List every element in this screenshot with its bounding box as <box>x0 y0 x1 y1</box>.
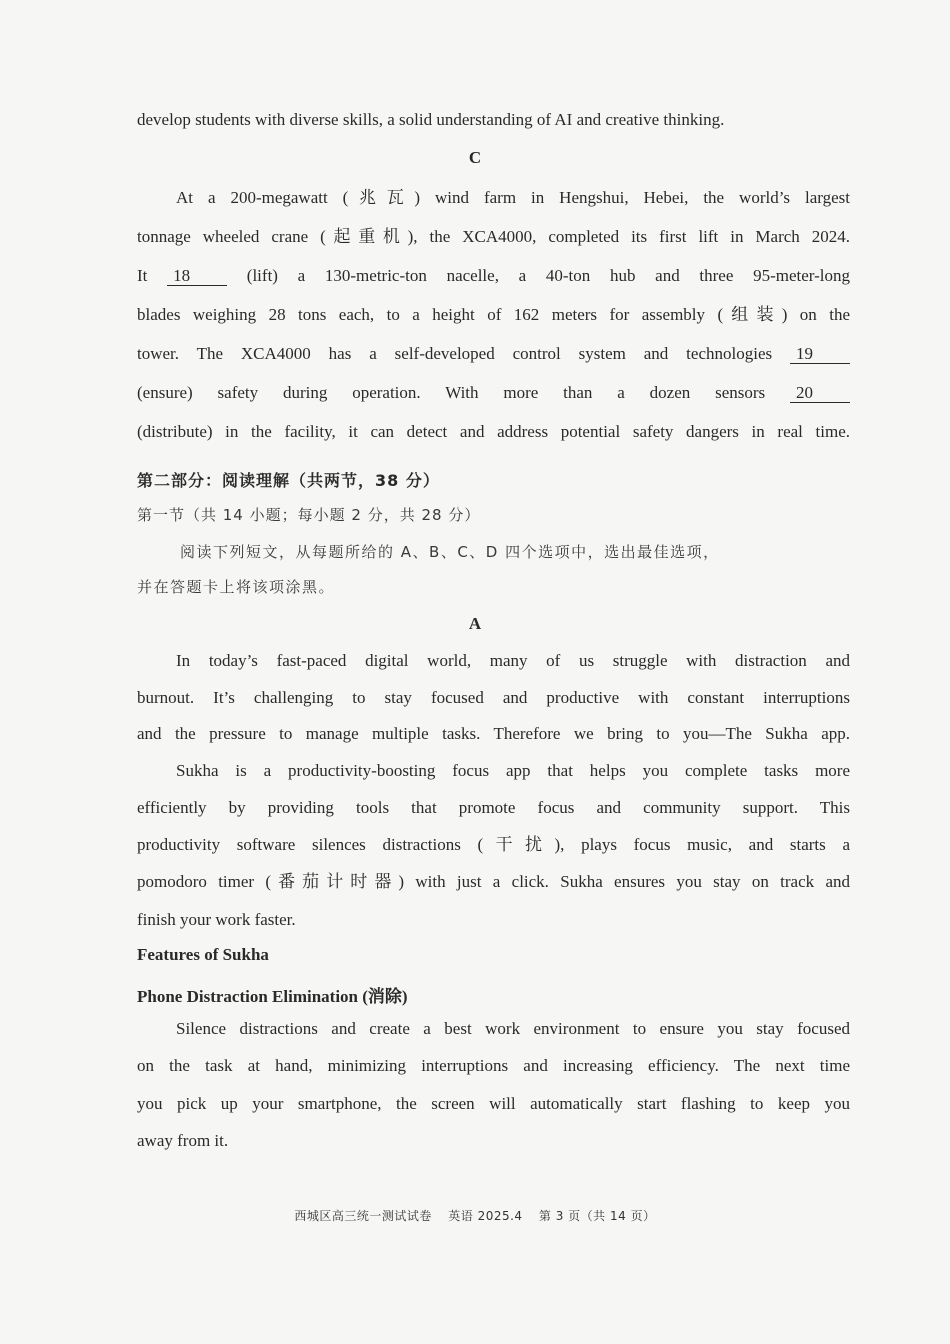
page-footer <box>0 1207 950 1224</box>
section-c-line-5-start: tower. The XCA4000 has a self-developed control system and technologies <box>137 344 773 363</box>
part2-heading: 第二部分：阅读理解（共两节，38 分） <box>137 471 440 490</box>
passage-a-p3-line-2: on the task at hand, minimizing interruptions and increasing efficiency. The next time <box>137 1056 850 1075</box>
blank-18[interactable]: 18 <box>167 267 227 286</box>
footer-exam-name: 西城区高三统一测试试卷 <box>294 1209 432 1223</box>
passage-a-p2-line-3: productivity software silences distractions (干扰), plays focus music, and starts a <box>137 835 850 854</box>
features-heading: Features of Sukha <box>137 945 269 964</box>
section-c-line-3-end: (lift) a 130-metric-ton nacelle, a 40-ton hub and three 95-meter-long <box>246 266 850 285</box>
section-c-line-3-start: It <box>137 266 148 285</box>
part2-instruction-1: 阅读下列短文，从每题所给的 A、B、C、D 四个选项中，选出最佳选项， <box>180 543 720 561</box>
part2-section1-heading: 第一节（共 14 小题；每小题 2 分，共 28 分） <box>137 506 481 524</box>
passage-a-p1-line-2: burnout. It’s challenging to stay focused and productive with constant interruptions <box>137 688 850 707</box>
footer-page-number: 第 3 页（共 14 页） <box>538 1209 656 1223</box>
passage-a-p3-line-4: away from it. <box>137 1131 229 1150</box>
passage-a-p3-line-3: you pick up your smartphone, the screen will automatically start flashing to keep you <box>137 1094 850 1113</box>
section-c-line-1: At a 200-megawatt (兆瓦) wind farm in Hengshui, Hebei, the world’s largest <box>176 188 850 207</box>
passage-a-p2-line-5: finish your work faster. <box>137 910 296 929</box>
passage-a-p3-line-1: Silence distractions and create a best work environment to ensure you stay focused <box>176 1019 850 1038</box>
section-c-line-3 <box>137 264 850 288</box>
section-c-line-6-start: (ensure) safety during operation. With more than a dozen sensors <box>137 383 766 402</box>
prev-section-last-line: develop students with diverse skills, a solid understanding of AI and creative thinking. <box>137 110 725 129</box>
section-c-line-4: blades weighing 28 tons each, to a height of 162 meters for assembly (组装) on the <box>137 305 850 324</box>
footer-subject: 英语 2025.4 <box>448 1209 523 1223</box>
section-c-line-2: tonnage wheeled crane (起重机), the XCA4000, completed its first lift in March 2024. <box>137 227 850 246</box>
passage-a-label: A <box>468 614 482 633</box>
passage-a-p2-line-1: Sukha is a productivity-boosting focus app that helps you complete tasks more <box>176 761 850 780</box>
section-c-line-6 <box>137 381 850 405</box>
feature-1-heading: Phone Distraction Elimination (消除) <box>137 987 408 1006</box>
passage-a-p1-line-1: In today’s fast-paced digital world, many of us struggle with distraction and <box>176 651 850 670</box>
section-c-line-7: (distribute) in the facility, it can detect and address potential safety dangers in real time. <box>137 422 850 441</box>
passage-a-p2-line-2: efficiently by providing tools that promote focus and community support. This <box>137 798 850 817</box>
passage-a-p1-line-3: and the pressure to manage multiple tasks. Therefore we bring to you—The Sukha app. <box>137 724 850 743</box>
section-c-label: C <box>468 148 482 167</box>
blank-19[interactable]: 19 <box>790 345 850 364</box>
part2-instruction-2: 并在答题卡上将该项涂黑。 <box>137 578 336 596</box>
blank-20[interactable]: 20 <box>790 384 850 403</box>
passage-a-p2-line-4: pomodoro timer (番茄计时器) with just a click. Sukha ensures you stay on track and <box>137 872 850 891</box>
section-c-line-5 <box>137 342 850 366</box>
